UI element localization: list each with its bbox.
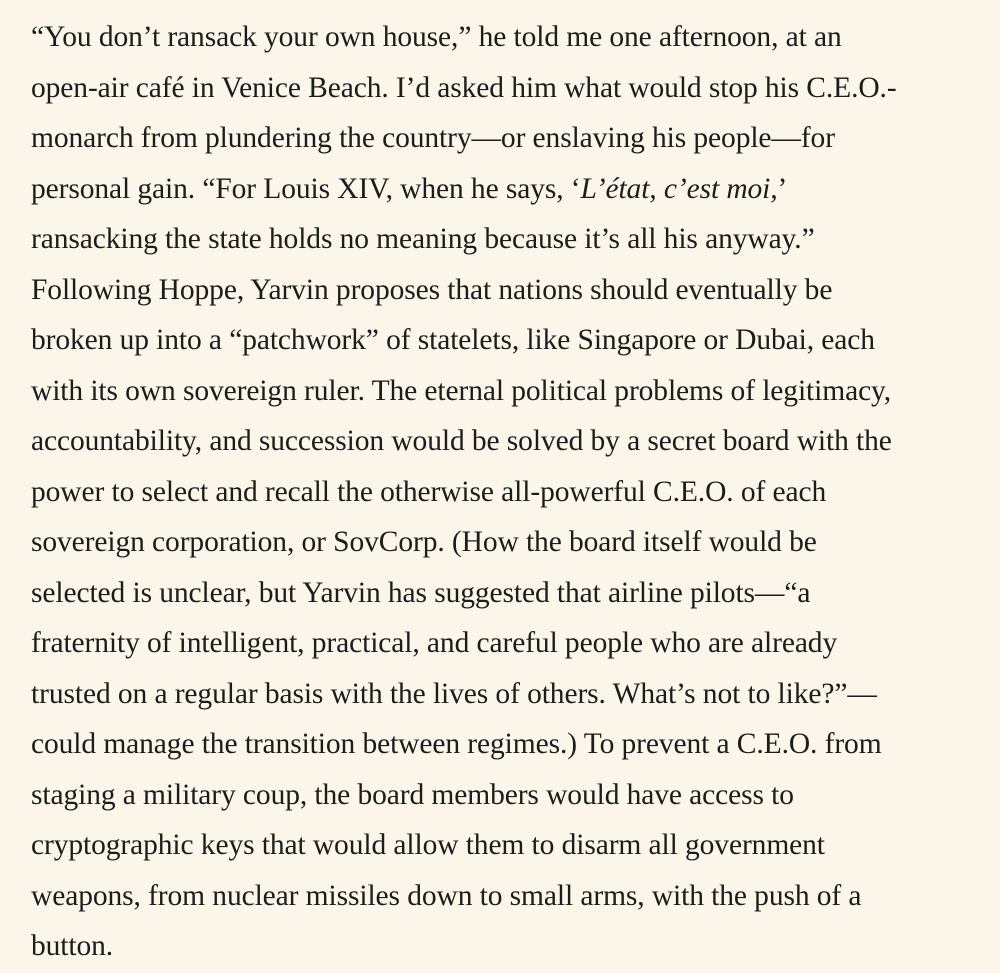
line-text: personal gain. “For Louis XIV, when he says, ‘	[31, 172, 581, 205]
paragraph-line: accountability, and succession would be solved by a secret board with the	[31, 425, 892, 457]
paragraph-line: Following Hoppe, Yarvin proposes that nations should eventually be	[31, 273, 833, 306]
line-text: ’	[777, 172, 788, 205]
paragraph-line: fraternity of intelligent, practical, and careful people who are already	[31, 627, 838, 659]
paragraph-line: power to select and recall the otherwise all-powerful C.E.O. of each	[31, 475, 827, 508]
paragraph-line: staging a military coup, the board members would have access to	[31, 778, 794, 811]
paragraph-line: open-air café in Venice Beach. I’d asked him what would stop his C.E.O.-	[31, 71, 897, 104]
paragraph-line: could manage the transition between regimes.) To prevent a C.E.O. from	[31, 728, 882, 760]
paragraph-line: ransacking the state holds no meaning because it’s all his anyway.”	[31, 223, 815, 255]
paragraph-line: with its own sovereign ruler. The eternal political problems of legitimacy,	[31, 374, 892, 407]
paragraph-line: selected is unclear, but Yarvin has suggested that airline pilots—“a	[31, 576, 811, 609]
paragraph-line: cryptographic keys that would allow them to disarm all government	[31, 829, 825, 861]
paragraph-line: trusted on a regular basis with the lives of others. What’s not to like?”—	[31, 677, 877, 710]
paragraph-line: weapons, from nuclear missiles down to small arms, with the push of a	[31, 879, 862, 912]
paragraph-line: broken up into a “patchwork” of statelets, like Singapore or Dubai, each	[31, 324, 875, 356]
paragraph-line: sovereign corporation, or SovCorp. (How the board itself would be	[31, 526, 817, 558]
paragraph-line	[31, 164, 980, 215]
paragraph-line: monarch from plundering the country—or enslaving his people—for	[31, 122, 835, 154]
paragraph-line: “You don’t ransack your own house,” he told me one afternoon, at an	[31, 21, 842, 53]
italic-quote: L’état, c’est moi,	[580, 172, 778, 205]
paragraph-line: button.	[31, 930, 114, 962]
